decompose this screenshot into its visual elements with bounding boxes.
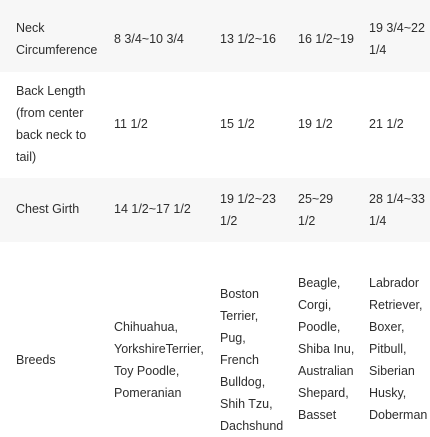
table-row-back-length: [0, 72, 430, 178]
cell-back-col1: 11 1/2: [114, 117, 148, 131]
cell-breeds-col3: Beagle, Corgi, Poodle, Shiba Inu, Australian Shepard, Basset: [298, 276, 355, 422]
cell-neck-col3: 16 1/2~19: [298, 32, 354, 46]
row-label-breeds: Breeds: [16, 353, 56, 367]
cell-breeds-col2: Boston Terrier, Pug, French Bulldog, Shih Tzu, Dachshund: [220, 287, 284, 433]
table-row-neck-circumference: [0, 0, 430, 72]
cell-chest-col2: 19 1/2~23 1/2: [220, 192, 276, 228]
cell-back-col2: 15 1/2: [220, 117, 255, 131]
cell-breeds-col4: Labrador Retriever, Boxer, Pitbull, Siberian Husky, Doberman: [369, 276, 428, 422]
row-label-neck-circumference: Neck Circumference: [16, 21, 98, 57]
table-row-breeds: [0, 242, 430, 433]
cell-back-col3: 19 1/2: [298, 117, 333, 131]
row-label-back-length: Back Length (from center back neck to tail): [16, 84, 87, 164]
cell-neck-col1: 8 3/4~10 3/4: [114, 32, 184, 46]
cell-breeds-col1: Chihuahua, YorkshireTerrier, Toy Poodle, Pomeranian: [114, 320, 204, 400]
cell-chest-col1: 14 1/2~17 1/2: [114, 202, 191, 216]
cell-chest-col4: 28 1/4~33 1/4: [369, 192, 425, 228]
cell-neck-col4: 19 3/4~22 1/4: [369, 21, 425, 57]
row-label-chest-girth: Chest Girth: [16, 202, 80, 216]
cell-back-col4: 21 1/2: [369, 117, 404, 131]
cell-neck-col2: 13 1/2~16: [220, 32, 276, 46]
cell-chest-col3: 25~29 1/2: [298, 192, 334, 228]
table-row-chest-girth: [0, 178, 430, 242]
